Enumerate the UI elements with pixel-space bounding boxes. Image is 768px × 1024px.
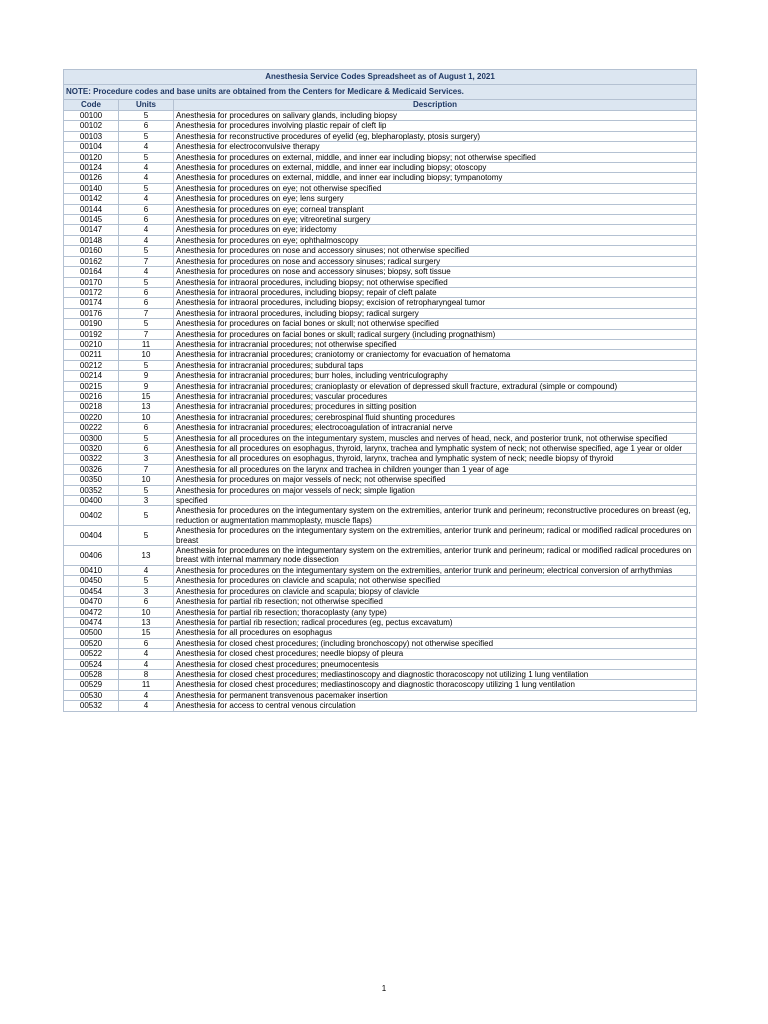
table-row — [64, 277, 697, 287]
code-cell: 00192 — [64, 329, 119, 339]
units-cell: 6 — [119, 121, 174, 131]
description-cell: Anesthesia for partial rib resection; radical procedures (eg, pectus excavatum) — [174, 617, 697, 627]
code-cell: 00212 — [64, 360, 119, 370]
units-cell: 13 — [119, 402, 174, 412]
code-cell: 00450 — [64, 576, 119, 586]
units-cell: 6 — [119, 597, 174, 607]
description-cell: Anesthesia for closed chest procedures; mediastinoscopy and diagnostic thoracoscopy not utilizing 1 lung ventilation — [174, 669, 697, 679]
description-cell: Anesthesia for procedures on clavicle and scapula; not otherwise specified — [174, 576, 697, 586]
code-cell: 00532 — [64, 701, 119, 711]
description-cell: Anesthesia for procedures on the integumentary system on the extremities, anterior trunk and perineum; radical or modified radical procedures on breast with internal mammary node dissection — [174, 546, 697, 566]
page-number: 1 — [381, 984, 387, 993]
table-row — [64, 701, 697, 711]
units-cell: 5 — [119, 183, 174, 193]
table-row — [64, 444, 697, 454]
code-cell: 00454 — [64, 586, 119, 596]
code-cell: 00148 — [64, 235, 119, 245]
code-cell: 00144 — [64, 204, 119, 214]
units-cell: 13 — [119, 617, 174, 627]
table-row — [64, 433, 697, 443]
description-cell: Anesthesia for procedures on nose and accessory sinuses; radical surgery — [174, 256, 697, 266]
table-row — [64, 586, 697, 596]
code-cell: 00222 — [64, 423, 119, 433]
description-cell: Anesthesia for all procedures on the integumentary system, muscles and nerves of head, neck, and posterior trunk, not otherwise specified — [174, 433, 697, 443]
description-cell: Anesthesia for intracranial procedures; craniotomy or craniectomy for evacuation of hematoma — [174, 350, 697, 360]
units-cell: 5 — [119, 433, 174, 443]
code-cell: 00320 — [64, 444, 119, 454]
description-cell: Anesthesia for all procedures on esophagus — [174, 628, 697, 638]
table-row — [64, 638, 697, 648]
description-cell: Anesthesia for closed chest procedures; needle biopsy of pleura — [174, 649, 697, 659]
code-cell: 00326 — [64, 464, 119, 474]
table-row — [64, 163, 697, 173]
code-cell: 00472 — [64, 607, 119, 617]
units-cell: 5 — [119, 131, 174, 141]
units-cell: 4 — [119, 194, 174, 204]
code-cell: 00404 — [64, 526, 119, 546]
description-cell: Anesthesia for intracranial procedures; not otherwise specified — [174, 339, 697, 349]
table-row — [64, 319, 697, 329]
description-cell: Anesthesia for all procedures on the larynx and trachea in children younger than 1 year of age — [174, 464, 697, 474]
code-cell: 00214 — [64, 371, 119, 381]
units-cell: 4 — [119, 565, 174, 575]
table-row — [64, 412, 697, 422]
description-cell: Anesthesia for procedures on external, middle, and inner ear including biopsy; otoscopy — [174, 163, 697, 173]
description-cell: Anesthesia for partial rib resection; thoracoplasty (any type) — [174, 607, 697, 617]
description-cell: Anesthesia for procedures on major vessels of neck; not otherwise specified — [174, 475, 697, 485]
table-row — [64, 485, 697, 495]
table-row — [64, 339, 697, 349]
description-cell: Anesthesia for procedures on the integumentary system on the extremities, anterior trunk and perineum; radical or modified radical procedures on breast — [174, 526, 697, 546]
code-cell: 00470 — [64, 597, 119, 607]
description-cell: Anesthesia for procedures on external, middle, and inner ear including biopsy; not otherwise specified — [174, 152, 697, 162]
code-header: Code — [64, 100, 119, 111]
code-cell: 00174 — [64, 298, 119, 308]
units-cell: 4 — [119, 235, 174, 245]
description-cell: Anesthesia for procedures on eye; vitreoretinal surgery — [174, 215, 697, 225]
table-row — [64, 402, 697, 412]
table-row — [64, 329, 697, 339]
code-cell: 00352 — [64, 485, 119, 495]
units-cell: 8 — [119, 669, 174, 679]
code-cell: 00211 — [64, 350, 119, 360]
sheet-note: NOTE: Procedure codes and base units are obtained from the Centers for Medicare & Medicaid Services. — [64, 85, 697, 100]
description-cell: Anesthesia for procedures on the integumentary system on the extremities, anterior trunk and perineum; electrical conversion of arrhythmias — [174, 565, 697, 575]
description-cell: Anesthesia for partial rib resection; not otherwise specified — [174, 597, 697, 607]
description-header: Description — [174, 100, 697, 111]
units-cell: 15 — [119, 628, 174, 638]
description-cell: Anesthesia for access to central venous circulation — [174, 701, 697, 711]
description-cell: Anesthesia for procedures on eye; ophthalmoscopy — [174, 235, 697, 245]
description-cell: Anesthesia for intracranial procedures; burr holes, including ventriculography — [174, 371, 697, 381]
table-row — [64, 680, 697, 690]
description-cell: Anesthesia for intraoral procedures, including biopsy; excision of retropharyngeal tumor — [174, 298, 697, 308]
description-cell: Anesthesia for intraoral procedures, including biopsy; radical surgery — [174, 308, 697, 318]
title-row — [64, 70, 697, 85]
units-cell: 3 — [119, 586, 174, 596]
units-cell: 7 — [119, 464, 174, 474]
units-cell: 7 — [119, 329, 174, 339]
code-cell: 00350 — [64, 475, 119, 485]
units-cell: 4 — [119, 690, 174, 700]
description-cell: Anesthesia for intracranial procedures; vascular procedures — [174, 391, 697, 401]
table-row — [64, 308, 697, 318]
units-cell: 6 — [119, 298, 174, 308]
code-cell: 00220 — [64, 412, 119, 422]
description-cell: Anesthesia for closed chest procedures; pneumocentesis — [174, 659, 697, 669]
table-row — [64, 287, 697, 297]
table-row — [64, 256, 697, 266]
description-cell: Anesthesia for procedures on major vessels of neck; simple ligation — [174, 485, 697, 495]
description-cell: Anesthesia for procedures on nose and accessory sinuses; biopsy, soft tissue — [174, 267, 697, 277]
units-cell: 5 — [119, 319, 174, 329]
description-cell: Anesthesia for procedures on facial bones or skull; radical surgery (including prognathism) — [174, 329, 697, 339]
table-row — [64, 391, 697, 401]
code-cell: 00322 — [64, 454, 119, 464]
table-row — [64, 506, 697, 526]
description-cell: Anesthesia for intracranial procedures; electrocoagulation of intracranial nerve — [174, 423, 697, 433]
units-cell: 9 — [119, 381, 174, 391]
description-cell: Anesthesia for all procedures on esophagus, thyroid, larynx, trachea and lymphatic system of neck; needle biopsy of thyroid — [174, 454, 697, 464]
units-cell: 4 — [119, 142, 174, 152]
units-cell: 10 — [119, 475, 174, 485]
units-cell: 6 — [119, 204, 174, 214]
table-row — [64, 142, 697, 152]
units-cell: 3 — [119, 496, 174, 506]
table-row — [64, 360, 697, 370]
description-cell: Anesthesia for procedures on eye; iridectomy — [174, 225, 697, 235]
code-cell: 00120 — [64, 152, 119, 162]
units-cell: 11 — [119, 680, 174, 690]
units-cell: 4 — [119, 225, 174, 235]
units-cell: 10 — [119, 350, 174, 360]
code-cell: 00520 — [64, 638, 119, 648]
description-cell: Anesthesia for intraoral procedures, including biopsy; not otherwise specified — [174, 277, 697, 287]
units-cell: 4 — [119, 163, 174, 173]
units-cell: 4 — [119, 267, 174, 277]
units-cell: 6 — [119, 423, 174, 433]
units-cell: 9 — [119, 371, 174, 381]
code-cell: 00126 — [64, 173, 119, 183]
table-row — [64, 298, 697, 308]
table-row — [64, 423, 697, 433]
table-row — [64, 475, 697, 485]
units-cell: 5 — [119, 360, 174, 370]
description-cell: Anesthesia for closed chest procedures; mediastinoscopy and diagnostic thoracoscopy utilizing 1 lung ventilation — [174, 680, 697, 690]
table-row — [64, 659, 697, 669]
table-row — [64, 194, 697, 204]
description-cell: Anesthesia for procedures on facial bones or skull; not otherwise specified — [174, 319, 697, 329]
table-row — [64, 607, 697, 617]
units-cell: 4 — [119, 659, 174, 669]
code-cell: 00529 — [64, 680, 119, 690]
code-cell: 00402 — [64, 506, 119, 526]
description-cell: Anesthesia for procedures involving plastic repair of cleft lip — [174, 121, 697, 131]
code-cell: 00400 — [64, 496, 119, 506]
units-header: Units — [119, 100, 174, 111]
code-cell: 00172 — [64, 287, 119, 297]
code-cell: 00216 — [64, 391, 119, 401]
code-cell: 00176 — [64, 308, 119, 318]
table-row — [64, 628, 697, 638]
code-cell: 00406 — [64, 546, 119, 566]
units-cell: 3 — [119, 454, 174, 464]
code-cell: 00530 — [64, 690, 119, 700]
description-cell: Anesthesia for procedures on nose and accessory sinuses; not otherwise specified — [174, 246, 697, 256]
table-row — [64, 267, 697, 277]
code-cell: 00103 — [64, 131, 119, 141]
code-cell: 00147 — [64, 225, 119, 235]
units-cell: 5 — [119, 485, 174, 495]
description-cell: Anesthesia for closed chest procedures; (including bronchoscopy) not otherwise specified — [174, 638, 697, 648]
table-row — [64, 565, 697, 575]
description-cell: Anesthesia for intracranial procedures; cerebrospinal fluid shunting procedures — [174, 412, 697, 422]
code-cell: 00300 — [64, 433, 119, 443]
code-cell: 00100 — [64, 111, 119, 121]
units-cell: 5 — [119, 506, 174, 526]
table-row — [64, 225, 697, 235]
units-cell: 10 — [119, 607, 174, 617]
code-cell: 00164 — [64, 267, 119, 277]
code-cell: 00142 — [64, 194, 119, 204]
code-cell: 00522 — [64, 649, 119, 659]
description-cell: Anesthesia for procedures on external, middle, and inner ear including biopsy; tympanotomy — [174, 173, 697, 183]
table-row — [64, 152, 697, 162]
table-row — [64, 173, 697, 183]
table-row — [64, 350, 697, 360]
codes-table — [63, 69, 697, 712]
units-cell: 6 — [119, 215, 174, 225]
units-cell: 4 — [119, 701, 174, 711]
description-cell: Anesthesia for reconstructive procedures of eyelid (eg, blepharoplasty, ptosis surgery) — [174, 131, 697, 141]
units-cell: 7 — [119, 256, 174, 266]
table-row — [64, 649, 697, 659]
description-cell: Anesthesia for intraoral procedures, including biopsy; repair of cleft palate — [174, 287, 697, 297]
description-cell: Anesthesia for electroconvulsive therapy — [174, 142, 697, 152]
table-row — [64, 121, 697, 131]
units-cell: 10 — [119, 412, 174, 422]
description-cell: Anesthesia for procedures on eye; not otherwise specified — [174, 183, 697, 193]
description-cell: Anesthesia for intracranial procedures; subdural taps — [174, 360, 697, 370]
table-row — [64, 496, 697, 506]
table-row — [64, 131, 697, 141]
table-row — [64, 215, 697, 225]
table-row — [64, 690, 697, 700]
code-cell: 00410 — [64, 565, 119, 575]
code-cell: 00528 — [64, 669, 119, 679]
table-row — [64, 576, 697, 586]
description-cell: Anesthesia for procedures on the integumentary system on the extremities, anterior trunk and perineum; reconstructive procedures on breast (eg, reduction or augmentation mammoplasty, muscle flaps) — [174, 506, 697, 526]
units-cell: 5 — [119, 576, 174, 586]
units-cell: 13 — [119, 546, 174, 566]
description-cell: Anesthesia for intracranial procedures; procedures in sitting position — [174, 402, 697, 412]
units-cell: 7 — [119, 308, 174, 318]
description-cell: Anesthesia for intracranial procedures; cranioplasty or elevation of depressed skull fracture, extradural (simple or compound) — [174, 381, 697, 391]
table-row — [64, 204, 697, 214]
description-cell: Anesthesia for procedures on salivary glands, including biopsy — [174, 111, 697, 121]
units-cell: 5 — [119, 246, 174, 256]
units-cell: 6 — [119, 444, 174, 454]
code-cell: 00124 — [64, 163, 119, 173]
table-row — [64, 597, 697, 607]
code-cell: 00140 — [64, 183, 119, 193]
units-cell: 5 — [119, 111, 174, 121]
note-row — [64, 85, 697, 100]
units-cell: 4 — [119, 173, 174, 183]
table-row — [64, 617, 697, 627]
units-cell: 6 — [119, 638, 174, 648]
table-row — [64, 546, 697, 566]
table-row — [64, 526, 697, 546]
code-cell: 00145 — [64, 215, 119, 225]
units-cell: 5 — [119, 526, 174, 546]
table-row — [64, 183, 697, 193]
table-row — [64, 246, 697, 256]
description-cell: Anesthesia for procedures on eye; lens surgery — [174, 194, 697, 204]
code-cell: 00218 — [64, 402, 119, 412]
code-cell: 00500 — [64, 628, 119, 638]
table-row — [64, 235, 697, 245]
code-cell: 00160 — [64, 246, 119, 256]
sheet-title: Anesthesia Service Codes Spreadsheet as of August 1, 2021 — [64, 70, 697, 85]
table-row — [64, 111, 697, 121]
table-row — [64, 669, 697, 679]
description-cell: Anesthesia for procedures on clavicle and scapula; biopsy of clavicle — [174, 586, 697, 596]
units-cell: 5 — [119, 277, 174, 287]
code-cell: 00210 — [64, 339, 119, 349]
description-cell: specified — [174, 496, 697, 506]
table-row — [64, 381, 697, 391]
code-cell: 00524 — [64, 659, 119, 669]
description-cell: Anesthesia for permanent transvenous pacemaker insertion — [174, 690, 697, 700]
units-cell: 4 — [119, 649, 174, 659]
table-row — [64, 454, 697, 464]
table-row — [64, 371, 697, 381]
description-cell: Anesthesia for procedures on eye; corneal transplant — [174, 204, 697, 214]
units-cell: 11 — [119, 339, 174, 349]
units-cell: 6 — [119, 287, 174, 297]
code-cell: 00474 — [64, 617, 119, 627]
code-cell: 00190 — [64, 319, 119, 329]
code-cell: 00170 — [64, 277, 119, 287]
units-cell: 15 — [119, 391, 174, 401]
table-row — [64, 464, 697, 474]
code-cell: 00215 — [64, 381, 119, 391]
code-cell: 00102 — [64, 121, 119, 131]
units-cell: 5 — [119, 152, 174, 162]
description-cell: Anesthesia for all procedures on esophagus, thyroid, larynx, trachea and lymphatic system of neck; not otherwise specified, age 1 year or older — [174, 444, 697, 454]
header-row — [64, 100, 697, 111]
code-cell: 00162 — [64, 256, 119, 266]
code-cell: 00104 — [64, 142, 119, 152]
